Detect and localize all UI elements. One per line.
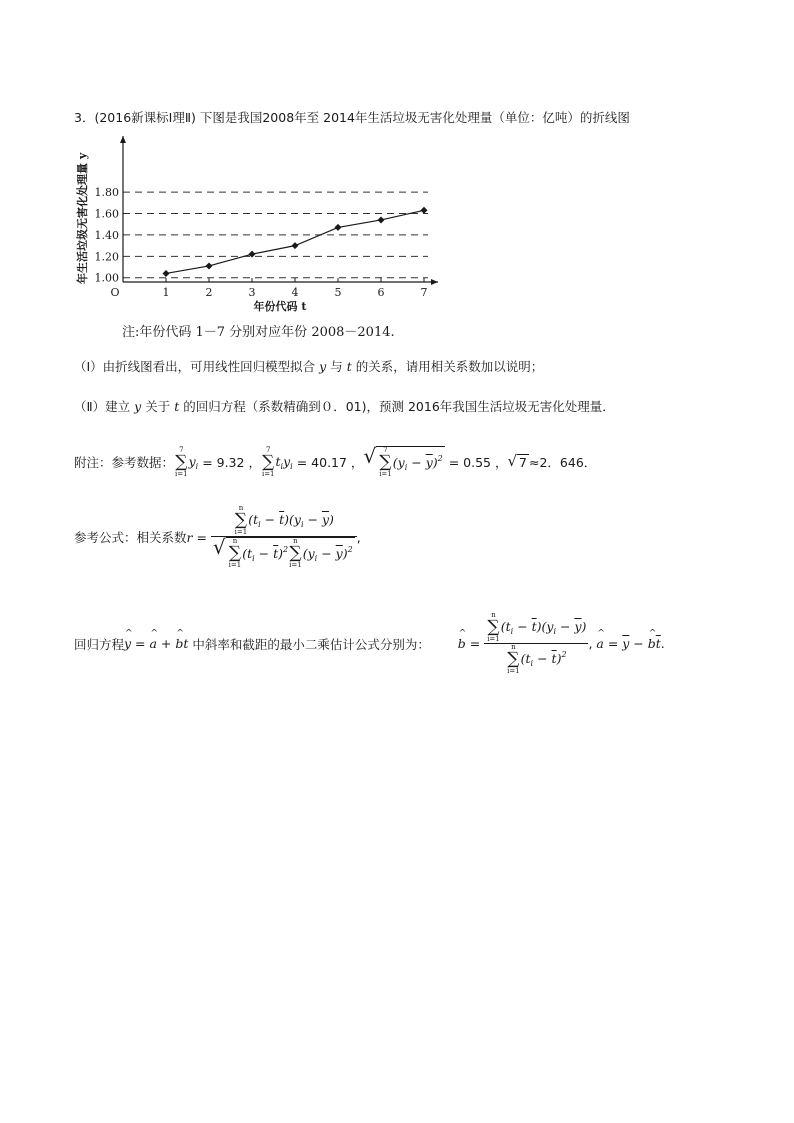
part-1-text-b: 与 <box>330 359 343 374</box>
x-tick-label: 2 <box>205 286 213 299</box>
data-point <box>421 207 428 214</box>
y-tick-label: 1.60 <box>94 207 119 221</box>
part-2-text-b: 关于 <box>145 399 171 414</box>
part-1: （Ⅰ）由折线图看出，可用线性回归模型拟合 y 与 t 的关系，请用相关系数加以说明； <box>74 359 544 374</box>
part-2: （Ⅱ）建立 y 关于 t 的回归方程（系数精确到０．01)，预测 2016年我国生活垃圾无害化处理量． <box>74 399 615 414</box>
y-axis-arrow <box>120 136 126 143</box>
data-point <box>206 262 213 269</box>
regression-label-a: 回归方程 <box>74 636 125 652</box>
sum-symbol: 7 ∑ i=1 <box>261 445 275 478</box>
x-axis-label: 年份代码 t <box>253 300 307 313</box>
reference-formula-label: 参考公式：相关系数 <box>74 530 187 545</box>
x-tick-label: 7 <box>420 286 428 299</box>
x-axis-arrow <box>431 279 438 285</box>
data-point <box>335 224 342 231</box>
data-point <box>163 270 170 277</box>
y-tick-label: 1.80 <box>94 186 119 200</box>
part-2-text-c: 的回归方程（系数精确到０．01)，预测 2016年我国生活垃圾无害化处理量． <box>183 399 615 414</box>
part-1-text-c: 的关系，请用相关系数加以说明； <box>355 359 544 374</box>
reference-data: 附注：参考数据： 7 ∑ i=1 $y_i$ = 9.32 ， 7 ∑ i=1 $t_iy_i$ = 40.17 ， √ 7 ∑ i=1 $(y_i - \overline{y})^2$ = 0.55 ， √ 7 ≈2．646． <box>74 444 597 478</box>
x-tick-label: 6 <box>377 286 385 299</box>
ref-value-3: = 0.55 <box>448 454 491 470</box>
ref-value-1: = 9.32 <box>202 454 245 470</box>
data-point <box>292 242 299 249</box>
slope-fraction: n ∑ i=1 $(t_i - \overline{t})(y_i - \overline{y})$ n ∑ i=1 $(t_i - \overline{t})^2$ <box>484 612 588 675</box>
series-line <box>166 210 424 273</box>
line-chart <box>70 132 450 332</box>
ref-value-2: = 40.17 <box>296 454 347 470</box>
x-tick-label: 1 <box>162 286 170 299</box>
y-tick-label: 1.00 <box>94 271 119 285</box>
sqrt-sum: √ 7 ∑ i=1 $(y_i - \overline{y})^2$ <box>363 444 443 478</box>
x-tick-label: 4 <box>291 286 299 299</box>
regression-label-b: 中斜率和截距的最小二乘估计公式分别为： <box>192 636 430 652</box>
reference-data-label: 附注：参考数据： <box>74 455 175 470</box>
y-tick-label: 1.20 <box>94 250 119 264</box>
ref-value-4: ≈2．646． <box>529 455 597 470</box>
problem-title: 3．(2016新课标Ⅰ理Ⅱ) 下图是我国2008年至 2014年生活垃圾无害化处理量（单位：亿吨）的折线图 <box>74 110 630 125</box>
origin-label: O <box>110 286 120 299</box>
y-axis-label: 年生活垃圾无害化处理量 y <box>76 152 89 284</box>
x-tick-label: 5 <box>334 286 342 299</box>
data-point <box>378 216 385 223</box>
chart-note: 注:年份代码 1－7 分别对应年份 2008－2014. <box>122 325 395 340</box>
x-tick-label: 3 <box>248 286 256 299</box>
correlation-fraction: n ∑ i=1 $(t_i - \overline{t})(y_i - \overline{y})$ √ n ∑ i=1 $(t_i - \overline{t})^2$ n ∑ i=1 $(y_i - \overline{y})^2$ <box>211 505 357 569</box>
part-1-text-a: （Ⅰ）由折线图看出，可用线性回归模型拟合 <box>74 359 316 374</box>
y-tick-label: 1.40 <box>94 228 119 242</box>
part-2-text-a: （Ⅱ）建立 <box>74 399 131 414</box>
regression-formula: 回归方程 ^ y = ^ a + ^ bt 中斜率和截距的最小二乘估计公式分别为： ^ b = n ∑ i=1 $(t_i - \overline{t})(y_i - \overline{y})$ n ∑ i=1 $(t_i - \overline{t})^2$ , ^ $a = \overline{y}$ − ^ $b\overline{t}$ . <box>74 612 665 675</box>
sum-symbol: 7 ∑ i=1 <box>175 445 188 478</box>
reference-formula: 参考公式：相关系数 r = n ∑ i=1 $(t_i - \overline{t})(y_i - \overline{y})$ √ n ∑ i=1 $(t_i - \overline{t})^2$ n ∑ i=1 $(y_i - \overline{y})^2$ , <box>74 504 361 569</box>
